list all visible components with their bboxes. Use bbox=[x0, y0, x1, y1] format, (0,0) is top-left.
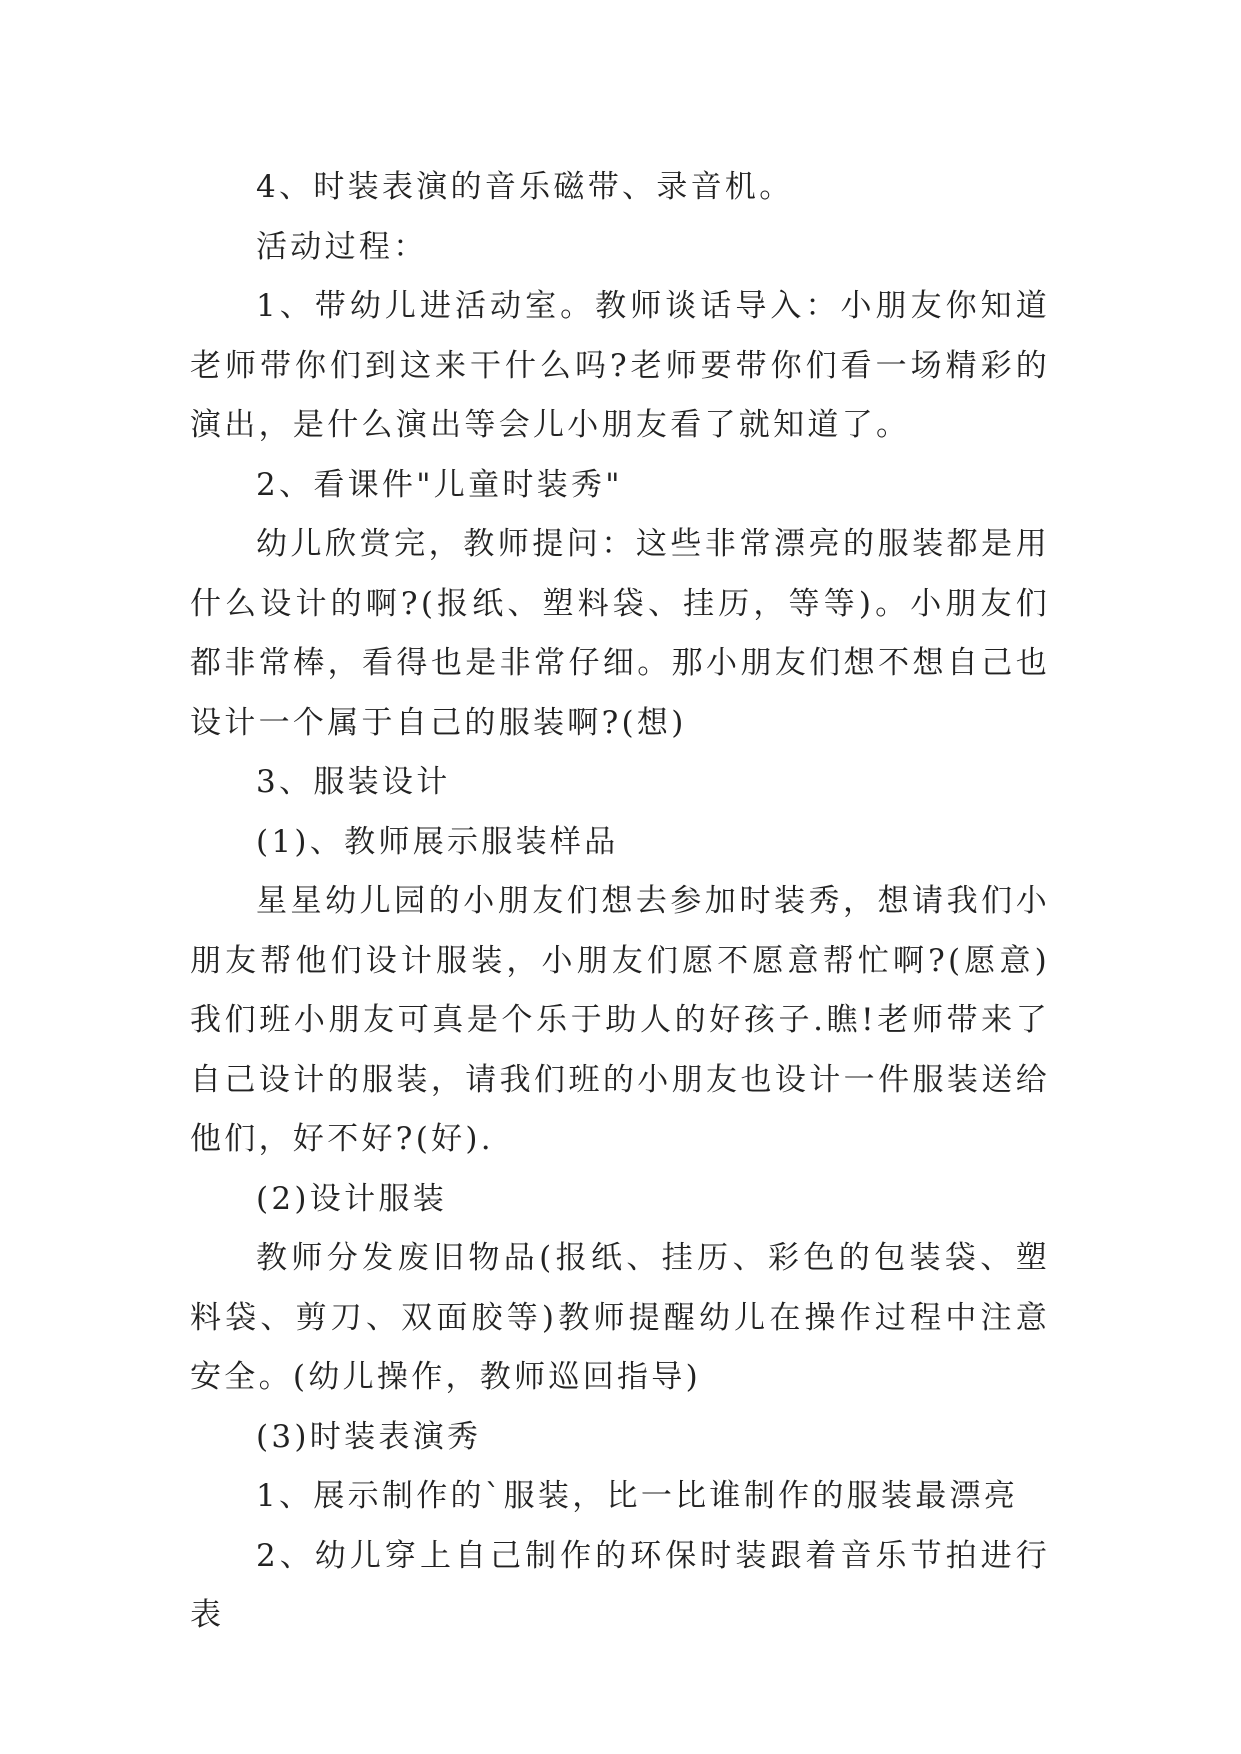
paragraph-step-1: 1、带幼儿进活动室。教师谈话导入：小朋友你知道老师带你们到这来干什么吗?老师要带你们看一场精彩的演出，是什么演出等会儿小朋友看了就知道了。 bbox=[190, 288, 1050, 443]
paragraph-materials-4: 4、时装表演的音乐磁带、录音机。 bbox=[256, 169, 794, 205]
paragraph-show-step-2: 2、幼儿穿上自己制作的环保时装跟着音乐节拍进行表 bbox=[190, 1537, 1050, 1633]
paragraph-step-2: 2、看课件"儿童时装秀" bbox=[256, 466, 623, 503]
paragraph-step-3: 3、服装设计 bbox=[256, 764, 451, 800]
paragraph-substep-2: (2)设计服装 bbox=[256, 1180, 448, 1217]
paragraph-materials-distribution: 教师分发废旧物品(报纸、挂历、彩色的包装袋、塑料袋、剪刀、双面胶等)教师提醒幼儿在操作过程中注意安全。(幼儿操作，教师巡回指导) bbox=[190, 1240, 1050, 1395]
paragraph-design-request: 星星幼儿园的小朋友们想去参加时装秀，想请我们小朋友帮他们设计服装，小朋友们愿不愿意帮忙啊?(愿意)我们班小朋友可真是个乐于助人的好孩子.瞧!老师带来了自己设计的服装，请我们班的小朋友也设计一件服装送给他们，好不好?(好). bbox=[190, 883, 1050, 1157]
paragraph-activity-process-heading: 活动过程： bbox=[256, 228, 428, 265]
paragraph-substep-3: (3)时装表演秀 bbox=[256, 1418, 482, 1455]
document-body bbox=[190, 158, 1050, 1646]
paragraph-show-step-1: 1、展示制作的`服装，比一比谁制作的服装最漂亮 bbox=[256, 1478, 1019, 1514]
paragraph-teacher-questions: 幼儿欣赏完，教师提问：这些非常漂亮的服装都是用什么设计的啊?(报纸、塑料袋、挂历，等等)。小朋友们都非常棒，看得也是非常仔细。那小朋友们想不想自己也设计一个属于自己的服装啊?(想) bbox=[190, 526, 1050, 741]
paragraph-substep-1: (1)、教师展示服装样品 bbox=[256, 823, 619, 860]
